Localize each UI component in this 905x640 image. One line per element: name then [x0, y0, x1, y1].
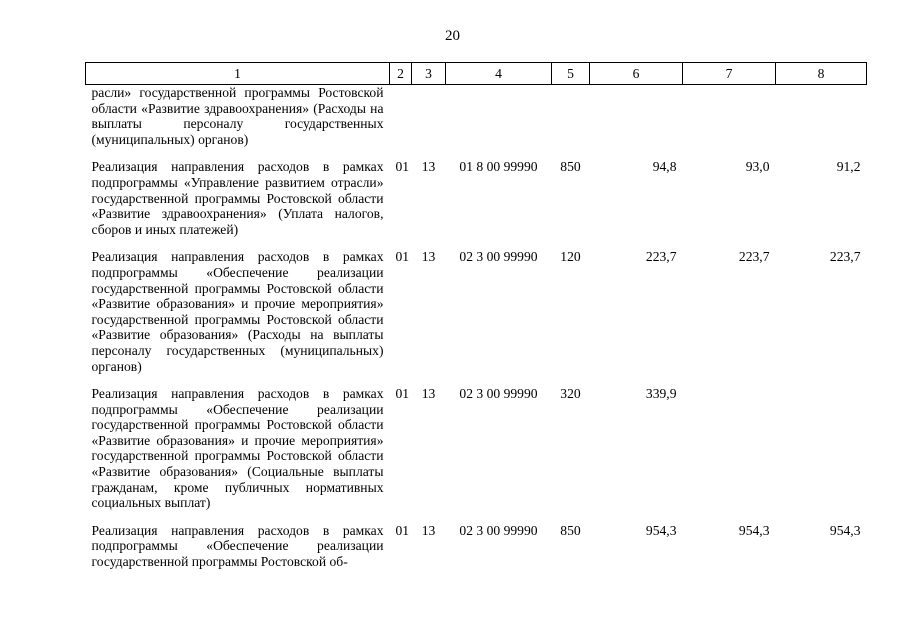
row-expense-type: 120 — [560, 249, 581, 265]
row-amount-year-2 — [683, 386, 776, 523]
row-amount-year-3: 223,7 — [829, 249, 861, 265]
row-section: 01 — [395, 386, 410, 402]
row-amount-year-1: 954,3 — [645, 522, 677, 538]
row-target-article: 02 3 00 99990 — [459, 522, 538, 538]
header-col-2: 2 — [390, 63, 412, 85]
row-subsection: 13 — [421, 386, 436, 402]
table-row — [86, 249, 867, 386]
header-col-1: 1 — [86, 63, 390, 85]
table-row — [86, 386, 867, 523]
table-body — [86, 85, 867, 582]
row-expense-type: 850 — [560, 159, 581, 175]
header-col-4: 4 — [446, 63, 552, 85]
row-description: Реализация направления расходов в рамках подпрограммы «Обеспечение реализации государственной программы Ростовской об- — [91, 522, 384, 570]
row-description: Реализация направления расходов в рамках подпрограммы «Управление развитием отрасли» государственной программы Ростовской области «Развитие здравоохранения» (Уплата налогов, сборов и иных платежей) — [91, 159, 384, 237]
row-amount-year-3: 954,3 — [829, 522, 861, 538]
row-amount-year-1 — [590, 85, 683, 160]
row-expense-type: 320 — [560, 386, 581, 402]
header-col-7: 7 — [683, 63, 776, 85]
row-section: 01 — [395, 159, 410, 175]
table-header — [86, 63, 867, 85]
table-row — [86, 85, 867, 160]
row-amount-year-3: 91,2 — [836, 159, 861, 175]
table-row — [86, 159, 867, 249]
row-expense-type — [552, 85, 590, 160]
row-subsection: 13 — [421, 249, 436, 265]
row-section — [390, 85, 412, 160]
row-target-article: 02 3 00 99990 — [459, 386, 538, 402]
row-amount-year-3 — [776, 85, 867, 160]
row-target-article: 01 8 00 99990 — [459, 159, 538, 175]
row-expense-type: 850 — [560, 522, 581, 538]
row-subsection: 13 — [421, 159, 436, 175]
header-col-6: 6 — [590, 63, 683, 85]
budget-table — [85, 62, 867, 582]
row-amount-year-1: 223,7 — [645, 249, 677, 265]
row-subsection: 13 — [421, 522, 436, 538]
header-col-5: 5 — [552, 63, 590, 85]
row-amount-year-3 — [776, 386, 867, 523]
page-number: 20 — [445, 28, 460, 44]
row-target-article: 02 3 00 99990 — [459, 249, 538, 265]
header-col-3: 3 — [412, 63, 446, 85]
header-row — [86, 63, 867, 85]
row-amount-year-2: 93,0 — [745, 159, 770, 175]
row-section: 01 — [395, 522, 410, 538]
row-description: Реализация направления расходов в рамках подпрограммы «Обеспечение реализации государственной программы Ростовской области «Развитие образования» и прочие мероприятия» государственной программы Ростовской области «Развитие образования» (Социальные выплаты гражданам, кроме публичных нормативных социальных выплат) — [91, 386, 384, 511]
row-amount-year-2: 223,7 — [738, 249, 770, 265]
row-amount-year-2 — [683, 85, 776, 160]
row-amount-year-1: 339,9 — [645, 386, 677, 402]
row-subsection — [412, 85, 446, 160]
row-description: Реализация направления расходов в рамках подпрограммы «Обеспечение реализации государственной программы Ростовской области «Развитие образования» и прочие мероприятия» государственной программы Ростовской области «Развитие образования» (Расходы на выплаты персоналу государственных (муниципальных) органов) — [91, 249, 384, 374]
row-amount-year-2: 954,3 — [738, 522, 770, 538]
table-row — [86, 523, 867, 582]
row-section: 01 — [395, 249, 410, 265]
row-description: расли» государственной программы Ростовской области «Развитие здравоохранения» (Расходы на выплаты персоналу государственных (муниципальных) органов) — [91, 85, 384, 147]
row-target-article — [446, 85, 552, 160]
row-amount-year-1: 94,8 — [652, 159, 677, 175]
header-col-8: 8 — [776, 63, 867, 85]
